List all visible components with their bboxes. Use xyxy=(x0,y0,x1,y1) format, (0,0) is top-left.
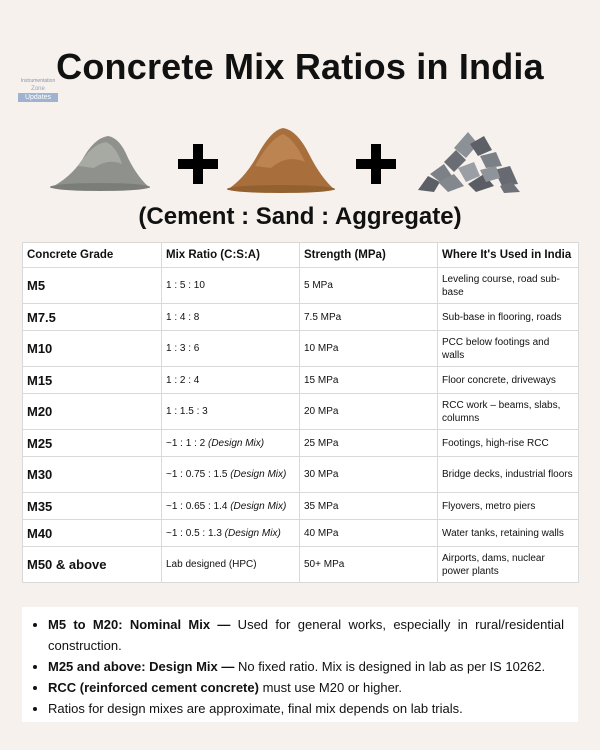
note-item xyxy=(48,677,564,698)
grade-cell: M35 xyxy=(23,493,162,520)
usage-cell: Leveling course, road sub-base xyxy=(438,268,579,304)
watermark-logo xyxy=(18,78,58,102)
usage-cell: Water tanks, retaining walls xyxy=(438,520,579,547)
mix-ratio-table xyxy=(22,242,579,583)
ratio-cell xyxy=(162,547,300,583)
table-row xyxy=(23,547,579,583)
table-row xyxy=(23,367,579,394)
table-row xyxy=(23,304,579,331)
strength-cell: 10 MPa xyxy=(300,331,438,367)
table-row xyxy=(23,430,579,457)
header-mix-ratio: Mix Ratio (C:S:A) xyxy=(162,243,300,268)
usage-cell: Footings, high-rise RCC xyxy=(438,430,579,457)
notes-list xyxy=(32,614,564,719)
design-mix-note: (Design Mix) xyxy=(224,527,281,539)
grade-cell: M20 xyxy=(23,394,162,430)
header-grade: Concrete Grade xyxy=(23,243,162,268)
table-row xyxy=(23,457,579,493)
note-bold: M25 and above: Design Mix — xyxy=(48,659,235,674)
table-row xyxy=(23,268,579,304)
ratio-value: ~1 : 1 : 2 xyxy=(166,437,206,449)
table-header-row xyxy=(23,243,579,268)
note-item xyxy=(48,614,564,656)
table-row xyxy=(23,493,579,520)
usage-cell: Floor concrete, driveways xyxy=(438,367,579,394)
plus-icon xyxy=(178,144,218,184)
ratio-value: 1 : 4 : 8 xyxy=(166,311,200,323)
note-bold: RCC (reinforced cement concrete) xyxy=(48,680,259,695)
grade-cell: M7.5 xyxy=(23,304,162,331)
note-text: No fixed ratio. Mix is designed in lab as per IS 10262. xyxy=(234,659,546,674)
ratio-value: 1 : 1.5 : 3 xyxy=(166,406,208,417)
subtitle: (Cement : Sand : Aggregate) xyxy=(138,203,462,230)
usage-cell: Sub-base in flooring, roads xyxy=(438,304,579,331)
usage-cell: Airports, dams, nuclear power plants xyxy=(438,547,579,583)
plus-icon xyxy=(356,144,396,184)
grade-cell: M30 xyxy=(23,457,162,493)
usage-cell: RCC work – beams, slabs, columns xyxy=(438,394,579,430)
grade-cell: M10 xyxy=(23,331,162,367)
aggregate-pile-icon xyxy=(414,126,522,194)
logo-line1: Instrumentation xyxy=(20,78,56,84)
page-title: Concrete Mix Ratios in India xyxy=(56,46,544,87)
ratio-cell xyxy=(162,520,300,547)
note-item xyxy=(48,698,564,719)
table-row xyxy=(23,394,579,430)
ratio-cell xyxy=(162,394,300,430)
ratio-value: ~1 : 0.65 : 1.4 xyxy=(166,500,228,512)
ratio-cell xyxy=(162,268,300,304)
ratio-value: 1 : 2 : 4 xyxy=(166,374,200,386)
header-strength: Strength (MPa) xyxy=(300,243,438,268)
ratio-cell xyxy=(162,430,300,457)
notes-box xyxy=(22,607,578,722)
strength-cell: 30 MPa xyxy=(300,457,438,493)
table-row xyxy=(23,520,579,547)
ratio-cell xyxy=(162,367,300,394)
strength-cell: 20 MPa xyxy=(300,394,438,430)
note-item xyxy=(48,656,564,677)
design-mix-note: (Design Mix) xyxy=(230,469,287,480)
header-usage: Where It's Used in India xyxy=(438,243,579,268)
cement-pile-icon xyxy=(48,124,152,192)
strength-cell: 5 MPa xyxy=(300,268,438,304)
grade-cell: M50 & above xyxy=(23,547,162,583)
grade-cell: M40 xyxy=(23,520,162,547)
note-text: Ratios for design mixes are approximate, final mix depends on lab trials. xyxy=(48,701,463,716)
ratio-value: 1 : 3 : 6 xyxy=(166,343,200,354)
ingredients-illustration xyxy=(0,122,600,202)
strength-cell: 50+ MPa xyxy=(300,547,438,583)
logo-line2: Zone xyxy=(31,86,45,92)
note-text: must use M20 or higher. xyxy=(258,680,403,695)
logo-line3: Updates xyxy=(18,93,58,102)
usage-cell: Bridge decks, industrial floors xyxy=(438,457,579,493)
strength-cell: 35 MPa xyxy=(300,493,438,520)
strength-cell: 25 MPa xyxy=(300,430,438,457)
ratio-cell xyxy=(162,331,300,367)
note-text: Used for general works, especially in rural/residential construction. xyxy=(48,617,564,653)
usage-cell: Flyovers, metro piers xyxy=(438,493,579,520)
design-mix-note: (Design Mix) xyxy=(207,437,265,449)
sand-pile-icon xyxy=(225,122,337,194)
design-mix-note: (Design Mix) xyxy=(230,500,287,512)
table-row xyxy=(23,331,579,367)
ratio-cell xyxy=(162,457,300,493)
grade-cell: M25 xyxy=(23,430,162,457)
ratio-cell xyxy=(162,304,300,331)
ratio-value: 1 : 5 : 10 xyxy=(166,280,205,291)
ratio-value: Lab designed (HPC) xyxy=(166,559,257,570)
ratio-value: ~1 : 0.5 : 1.3 xyxy=(166,527,222,539)
ratio-cell xyxy=(162,493,300,520)
strength-cell: 7.5 MPa xyxy=(300,304,438,331)
grade-cell: M15 xyxy=(23,367,162,394)
strength-cell: 15 MPa xyxy=(300,367,438,394)
grade-cell: M5 xyxy=(23,268,162,304)
strength-cell: 40 MPa xyxy=(300,520,438,547)
usage-cell: PCC below footings and walls xyxy=(438,331,579,367)
ratio-value: ~1 : 0.75 : 1.5 xyxy=(166,469,228,480)
note-bold: M5 to M20: Nominal Mix — xyxy=(48,617,231,632)
